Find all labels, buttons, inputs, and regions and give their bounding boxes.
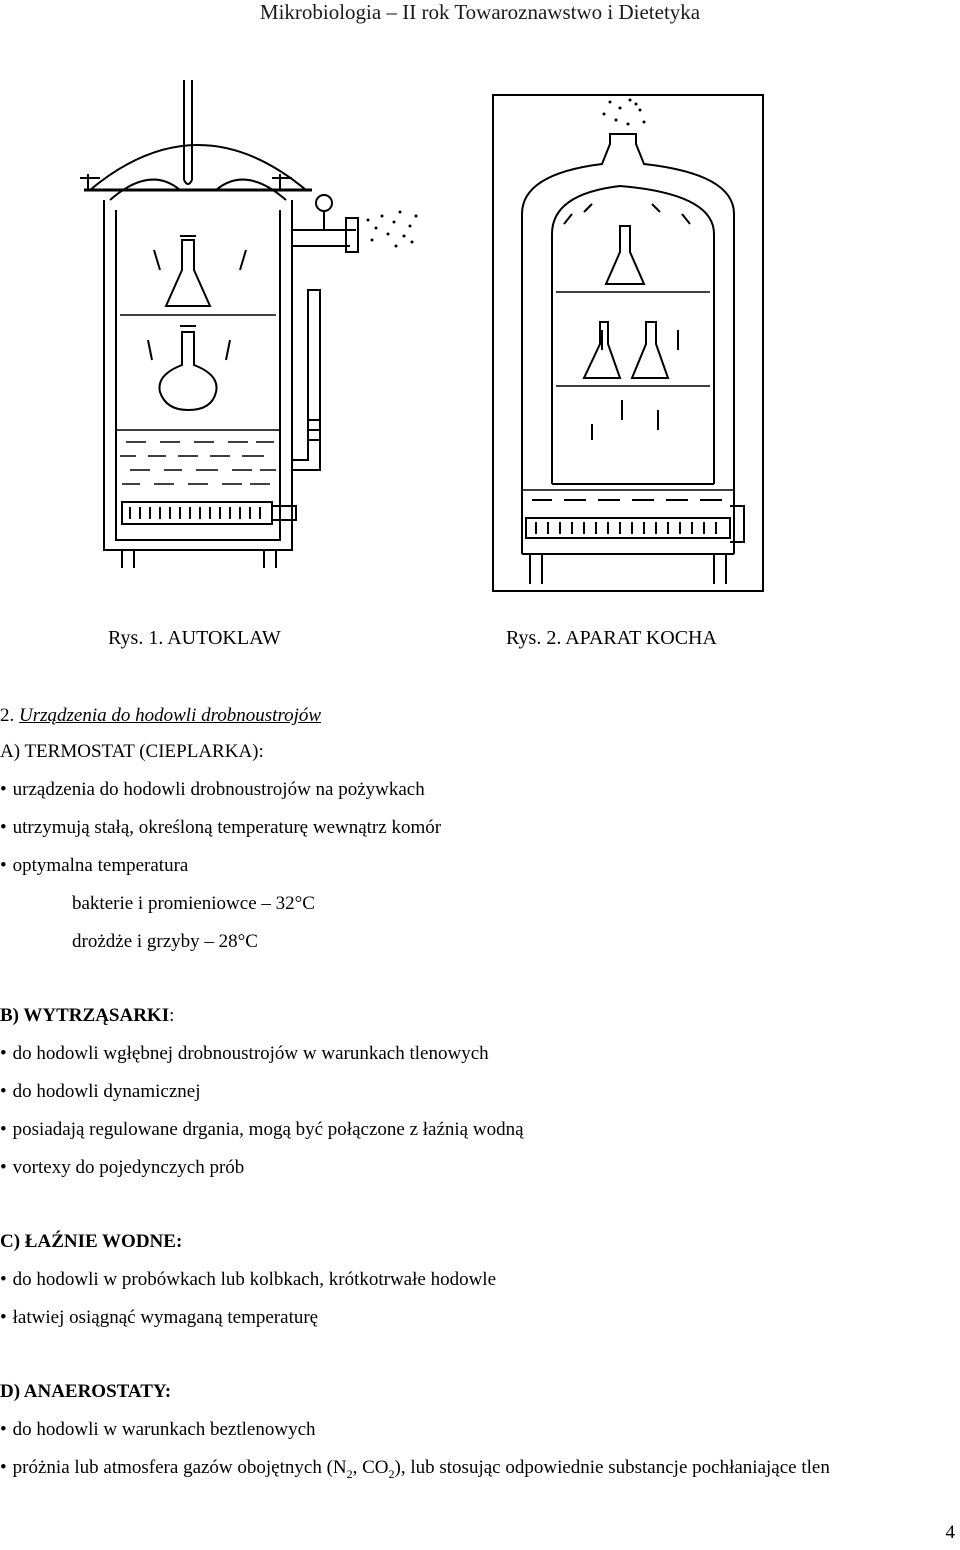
figure-2-caption: Rys. 2. APARAT KOCHA: [506, 627, 717, 649]
list-item: • utrzymują stałą, określoną temperaturę wewnątrz komór: [0, 816, 441, 840]
list-item: • posiadają regulowane drgania, mogą być połączone z łaźnią wodną: [0, 1118, 524, 1142]
list-item: • łatwiej osiągnąć wymaganą temperaturę: [0, 1306, 318, 1330]
list-item: • do hodowli dynamicznej: [0, 1080, 201, 1104]
list-item: • do hodowli wgłębnej drobnoustrojów w warunkach tlenowych: [0, 1042, 489, 1066]
sub-item: drożdże i grzyby – 28°C: [72, 931, 258, 952]
list-item: • do hodowli w probówkach lub kolbkach, krótkotrwałe hodowle: [0, 1268, 496, 1292]
anaerostaty-heading: D) ANAEROSTATY:: [0, 1381, 172, 1402]
text-segment: próżnia lub atmosfera gazów obojętnych (N: [12, 1457, 347, 1478]
subscript: 2: [388, 1466, 395, 1481]
list-item: • vortexy do pojedynczych prób: [0, 1156, 244, 1180]
autoclave-illustration: [70, 70, 430, 590]
list-item: [0, 1456, 830, 1486]
sub-item: bakterie i promieniowce – 32°C: [72, 893, 315, 914]
page-header: Mikrobiologia – II rok Towaroznawstwo i Dietetyka: [259, 0, 701, 24]
figure-1-caption: Rys. 1. AUTOKLAW: [108, 627, 281, 649]
list-item: • optymalna temperatura: [0, 854, 188, 878]
text-segment: , CO: [352, 1457, 389, 1478]
section-title: Urządzenia do hodowli drobnoustrojów: [19, 705, 322, 726]
termostat-heading: A) TERMOSTAT (CIEPLARKA):: [0, 741, 264, 762]
laznie-heading: C) ŁAŹNIE WODNE:: [0, 1231, 183, 1252]
subscript: 2: [346, 1466, 353, 1481]
heading-colon: :: [169, 1005, 175, 1026]
list-item: • urządzenia do hodowli drobnoustrojów na pożywkach: [0, 778, 425, 802]
heading-label: B) WYTRZĄSARKI: [0, 1005, 170, 1026]
wytrzasarki-heading: [0, 1004, 174, 1028]
text-segment: ), lub stosując odpowiednie substancje pochłaniające tlen: [394, 1457, 830, 1478]
list-item: • do hodowli w warunkach beztlenowych: [0, 1418, 316, 1442]
koch-apparatus-illustration: [492, 94, 764, 592]
page-number: 4: [945, 1522, 955, 1543]
section-heading: [0, 704, 321, 728]
section-number: 2.: [0, 705, 19, 726]
